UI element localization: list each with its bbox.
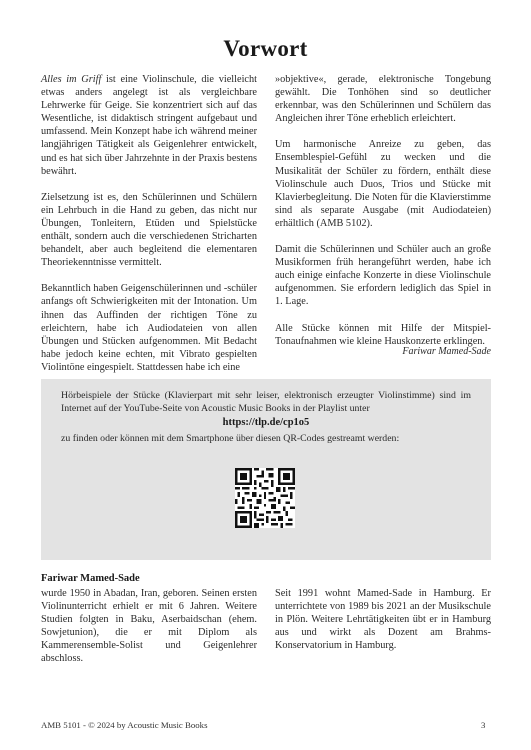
preface-paragraph: Zielsetzung ist es, den Schülerinnen und Schülern ein Lehrbuch in die Hand zu geben, das nicht nur Übungen, Tonleitern, Etüden und Spielstücke enthält, sondern auch die verschiedenen Stricharten behandelt, aber auch begleitend die elementaren Theoriekenntnisse vermittelt. — [41, 191, 257, 269]
preface-paragraph: Bekanntlich haben Geigenschülerinnen und -schüler anfangs oft Schwierigkeiten mit der Intonation. Um ihnen das Auffinden der richtigen Töne zu erleichtern, habe ich Audiodateien von allen Übungen und Stücken aufgenommen. Mit Bedacht habe jedoch keine echten, mit Vibrato gespielten Violintöne eingespielt. Stattdessen habe ich eine — [41, 283, 257, 373]
book-title-emphasis: Alles im Griff — [41, 74, 102, 85]
preface-right-column — [275, 73, 491, 348]
qr-code-icon[interactable] — [235, 468, 295, 528]
bio-text-right: Seit 1991 wohnt Mamed-Sade in Hamburg. Er unterrichtete von 1989 bis 2021 an der Musikschule in Plön. Weitere Lehrtätigkeiten übt er in Hamburg aus und wirkt als Dozent am Brahms-Konservatorium in Hamburg. — [275, 588, 491, 652]
preface-left-column — [41, 73, 257, 374]
preface-paragraph — [41, 73, 257, 178]
audio-info-text-2: zu finden oder können mit dem Smartphone über diesen QR-Codes gestreamt werden: — [61, 433, 400, 444]
bio-name: Fariwar Mamed-Sade — [41, 573, 140, 584]
preface-paragraph: Um harmonische Anreize zu geben, das Ensemblespiel-Gefühl zu wecken und die Musikalität der Schüler zu fördern, enthält diese Violinschule auch Duos, Trios und Stücke mit Klavierbegleitung. Die Noten für die Klavierstimme sind als separate Ausgabe (mit Audiodateien) erhältlich (AMB 5102). — [275, 139, 491, 229]
preface-paragraph: »objektive«, gerade, elektronische Tongebung gewählt. Die Tonhöhen sind so deutlicher erkennbar, was den Schülerinnen und Schülern das Angleichen ihrer Töne erheblich erleichtert. — [275, 74, 491, 125]
page-title: Vorwort — [223, 36, 308, 61]
bio-text-left: wurde 1950 in Abadan, Iran, geboren. Seinen ersten Violinunterricht erhielt er mit 6 Jahren. Weitere Studien folgten in Baku, Aserbaidschan (ehem. Sowjetunion), die er mit Diplom als Kammerensemble-Solist und Geigenlehrer abschloss. — [41, 588, 257, 665]
author-signature: Fariwar Mamed-Sade — [402, 346, 491, 357]
playlist-link[interactable]: https://tlp.de/cp1o5 — [222, 417, 310, 428]
page-number: 3 — [481, 720, 486, 730]
audio-info-text: Hörbeispiele der Stücke (Klavierpart mit sehr leiser, elektronisch erzeugter Violinstimme) sind im Internet auf der YouTube-Seite von Acoustic Music Books in der Playlist unter — [61, 390, 471, 414]
preface-paragraph: Alle Stücke können mit Hilfe der Mitspiel-Tonaufnahmen wie kleine Hauskonzerte erklingen. — [275, 322, 491, 347]
preface-paragraph: Damit die Schülerinnen und Schüler auch an große Musikformen früh herangeführt werden, habe ich auch einige einfache Konzerte in diese Violinschule aufgenommen. Sie erfordern lediglich das Spiel in 1. Lage. — [275, 244, 491, 308]
preface-text: ist eine Violinschule, die vielleicht etwas anders angelegt ist als vergleichbare Lehrwerke für Geige. Sie konzentriert sich auf das Wesentliche, ist didaktisch stringent aufgebaut und umfassend. Mein Konzept habe ich während meiner langjährigen Tätigkeit als Geigenlehrer entwickelt, und es hat sich über Jahrzehnte in der Praxis bestens bewährt. — [41, 74, 258, 177]
footer-copyright: AMB 5101 - © 2024 by Acoustic Music Books — [41, 720, 208, 730]
